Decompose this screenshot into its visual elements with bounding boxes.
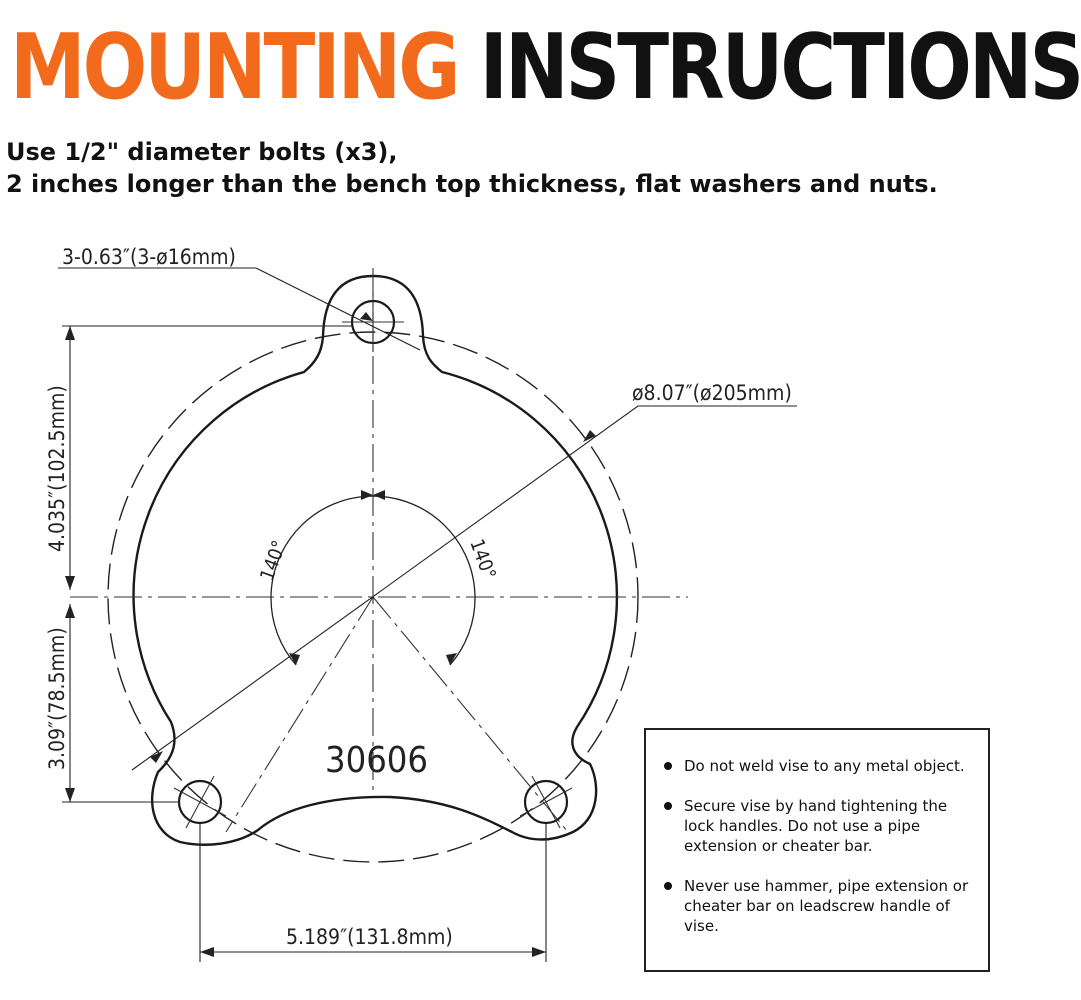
lower-height-label: 3.09″(78.5mm) (45, 627, 69, 770)
note-item: Never use hammer, pipe extension or cheater bar on leadscrew handle of vise. (664, 876, 978, 936)
angle-label-left: 140° (256, 537, 291, 584)
intro-line-2: 2 inches longer than the bench top thickness, flat washers and nuts. (6, 170, 938, 198)
title-word-instructions: INSTRUCTIONS (479, 14, 1081, 120)
upper-height-label: 4.035″(102.5mm) (45, 385, 69, 552)
warning-notes-box (644, 728, 990, 972)
diameter-leader (132, 406, 638, 770)
note-item: Secure vise by hand tightening the lock handles. Do not use a pipe extension or cheater bar. (664, 796, 978, 856)
circle-diameter-label: ø8.07″(ø205mm) (632, 381, 792, 405)
note-item: Do not weld vise to any metal object. (664, 756, 978, 776)
part-number: 30606 (325, 740, 429, 781)
hole-size-label: 3-0.63″(3-ø16mm) (62, 245, 236, 269)
bullet-icon (664, 762, 672, 770)
intro-line-1: Use 1/2" diameter bolts (x3), (6, 138, 398, 166)
hole-spacing-label: 5.189″(131.8mm) (286, 925, 453, 949)
title-word-mounting: MOUNTING (10, 14, 458, 120)
bullet-icon (664, 802, 672, 810)
angle-label-right: 140° (465, 536, 501, 583)
bullet-icon (664, 882, 672, 890)
